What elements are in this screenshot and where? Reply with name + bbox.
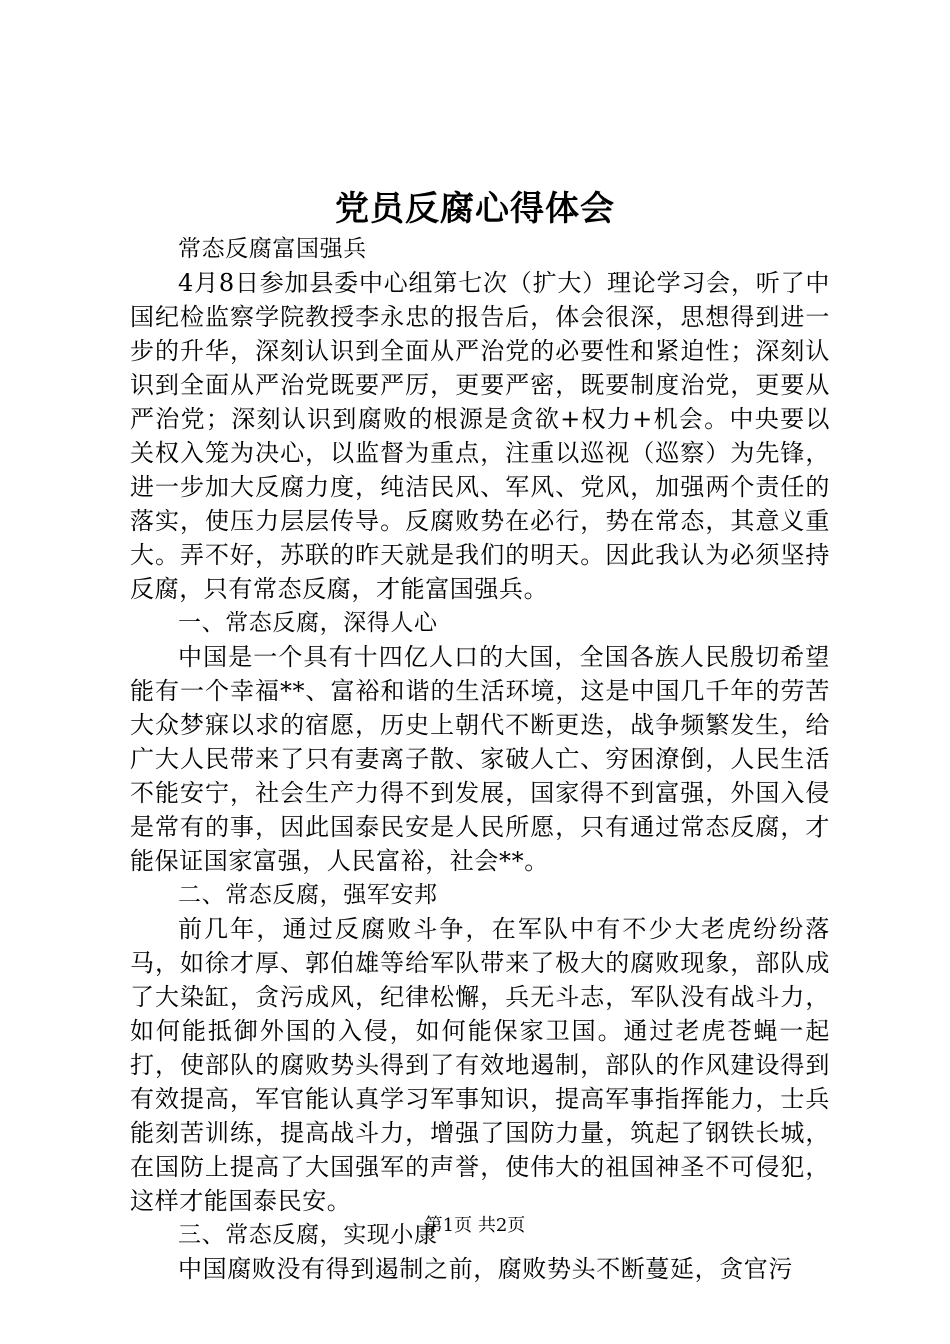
intro-paragraph: 4月8日参加县委中心组第七次（扩大）理论学习会，听了中国纪检监察学院教授李永忠的报告后，体会很深，思想得到进一步的升华，深刻认识到全面从严治党的必要性和紧迫性；深刻认识到全面从严治党既要严厉，更要严密，既要制度治党，更要从严治党；深刻认识到腐败的根源是贪欲+权力+机会。中央要以关权入笼为决心，以监督为重点，注重以巡视（巡察）为先锋，进一步加大反腐力度，纯洁民风、军风、党风，加强两个责任的落实，使压力层层传导。反腐败势在必行，势在常态，其意义重大。弄不好，苏联的昨天就是我们的明天。因此我认为必须坚持反腐，只有常态反腐，才能富国强兵。: [130, 269, 830, 603]
page-number-footer: 第1页 共2页: [424, 1215, 526, 1236]
document-title: 党员反腐心得体会: [335, 189, 615, 229]
document-subtitle: 常态反腐富国强兵: [178, 236, 367, 262]
section-heading-2: 二、常态反腐，强军安邦: [178, 882, 438, 908]
section-body-2: 前几年，通过反腐败斗争，在军队中有不少大老虎纷纷落马，如徐才厚、郭伯雄等给军队带来了极大的腐败现象，部队成了大染缸，贪污成风，纪律松懈，兵无斗志，军队没有战斗力，如何能抵御外国的入侵，如何能保家卫国。通过老虎苍蝇一起打，使部队的腐败势头得到了有效地遏制，部队的作风建设得到有效提高，军官能认真学习军事知识，提高军事指挥能力，士兵能刻苦训练，提高战斗力，增强了国防力量，筑起了钢铁长城，在国防上提高了大国强军的声誉，使伟大的祖国神圣不可侵犯，这样才能国泰民安。: [130, 915, 830, 1215]
section-body-1: 中国是一个具有十四亿人口的大国，全国各族人民殷切希望能有一个幸福**、富裕和谐的生活环境，这是中国几千年的劳苦大众梦寐以求的宿愿，历史上朝代不断更迭，战争频繁发生，给广大人民带来了只有妻离子散、家破人亡、穷困潦倒，人民生活不能安宁，社会生产力得不到发展，国家得不到富强，外国入侵是常有的事，因此国泰民安是人民所愿，只有通过常态反腐，才能保证国家富强，人民富裕，社会**。: [130, 643, 830, 875]
document-body: [130, 232, 830, 1286]
section-heading-3: 三、常态反腐，实现小康: [178, 1222, 438, 1248]
section-heading-1: 一、常态反腐，深得人心: [178, 610, 438, 636]
section-body-3: 中国腐败没有得到遏制之前，腐败势头不断蔓延，贪官污: [178, 1255, 793, 1283]
